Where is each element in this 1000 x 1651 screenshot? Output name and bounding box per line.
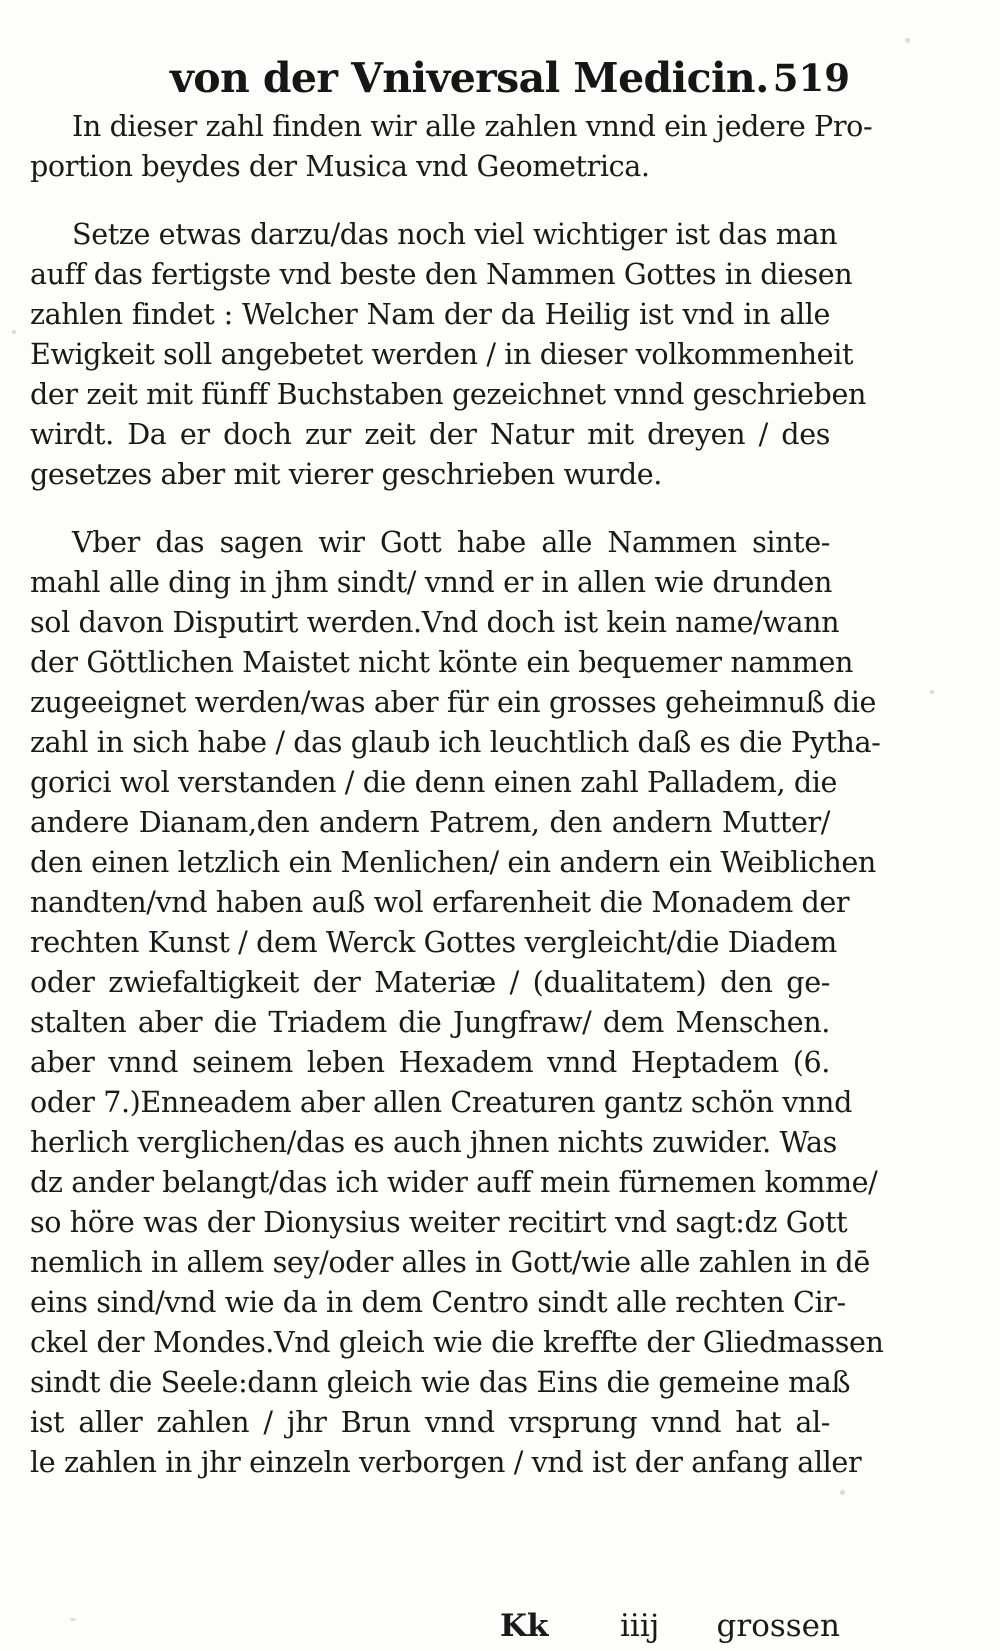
text-line: le zahlen in jhr einzeln verborgen / vnd ist der anfang aller xyxy=(30,1445,862,1479)
text-line: der zeit mit fünff Buchstaben gezeichnet vnnd geschrieben xyxy=(30,377,866,411)
text-line: ist aller zahlen / jhr Brun vnnd vrsprung vnnd hat al- xyxy=(30,1405,830,1439)
text-line: den einen letzlich ein Menlichen/ ein andern ein Weiblichen xyxy=(30,845,876,879)
text-line: wirdt. Da er doch zur zeit der Natur mit dreyen / des xyxy=(30,417,830,451)
ink-speck xyxy=(12,330,16,334)
text-line: In dieser zahl finden wir alle zahlen vnnd ein jedere Pro- xyxy=(72,109,873,143)
signature-mark: Kk xyxy=(500,1608,549,1644)
text-line: stalten aber die Triadem die Jungfraw/ dem Menschen. xyxy=(30,1005,830,1039)
running-title: von der Vniversal Medicin. xyxy=(170,54,769,102)
ink-speck xyxy=(905,38,910,43)
text-line: gorici wol verstanden / die denn einen zahl Palladem, die xyxy=(30,765,838,799)
ink-speck xyxy=(70,1618,76,1621)
paragraph-1 xyxy=(30,106,873,186)
text-line: nemlich in allem sey/oder alles in Gott/wie alle zahlen in dē xyxy=(30,1245,870,1279)
sheet-number: iiij xyxy=(620,1608,660,1644)
ink-speck xyxy=(930,690,934,694)
page-header xyxy=(170,50,850,110)
text-line: mahl alle ding in jhm sindt/ vnnd er in allen wie drunden xyxy=(30,565,833,599)
body-text xyxy=(30,106,884,1510)
text-line: zahlen findet : Welcher Nam der da Heilig ist vnd in alle xyxy=(30,297,830,331)
text-line: nandten/vnd haben auß wol erfarenheit die Monadem der xyxy=(30,885,850,919)
text-line: Ewigkeit soll angebetet werden / in dieser volkommenheit xyxy=(30,337,854,371)
ink-speck xyxy=(840,1490,845,1495)
text-line: gesetzes aber mit vierer geschrieben wurde. xyxy=(30,457,662,491)
text-line: Setze etwas darzu/das noch viel wichtiger ist das man xyxy=(72,217,838,251)
text-line: zahl in sich habe / das glaub ich leuchtlich daß es die Pytha- xyxy=(30,725,881,759)
text-line: ckel der Mondes.Vnd gleich wie die kreffte der Gliedmassen xyxy=(30,1325,884,1359)
text-line: Vber das sagen wir Gott habe alle Nammen sinte- xyxy=(72,525,830,559)
text-line: herlich verglichen/das es auch jhnen nichts zuwider. Was xyxy=(30,1125,837,1159)
page-footer xyxy=(500,1608,840,1648)
text-line: sindt die Seele:dann gleich wie das Eins die gemeine maß xyxy=(30,1365,851,1399)
text-line: der Göttlichen Maistet nicht könte ein bequemer nammen xyxy=(30,645,853,679)
text-line: oder 7.)Enneadem aber allen Creaturen gantz schön vnnd xyxy=(30,1085,852,1119)
text-line: oder zwiefaltigkeit der Materiæ / (dualitatem) den ge- xyxy=(30,965,830,999)
text-line: zugeeignet werden/was aber für ein grosses geheimnuß die xyxy=(30,685,877,719)
text-line: so höre was der Dionysius weiter recitirt vnd sagt:dz Gott xyxy=(30,1205,848,1239)
text-line: dz ander belangt/das ich wider auff mein fürnemen komme/ xyxy=(30,1165,878,1199)
paragraph-3 xyxy=(30,522,884,1482)
catchword: grossen xyxy=(716,1608,840,1644)
text-line: sol davon Disputirt werden.Vnd doch ist kein name/wann xyxy=(30,605,840,639)
text-line: rechten Kunst / dem Werck Gottes vergleicht/die Diadem xyxy=(30,925,837,959)
text-line: auff das fertigste vnd beste den Nammen Gottes in diesen xyxy=(30,257,853,291)
text-line: andere Dianam,den andern Patrem, den andern Mutter/ xyxy=(30,805,830,839)
text-line: portion beydes der Musica vnd Geometrica. xyxy=(30,149,650,183)
paragraph-2 xyxy=(30,214,866,494)
text-line: aber vnnd seinem leben Hexadem vnnd Heptadem (6. xyxy=(30,1045,830,1079)
text-line: eins sind/vnd wie da in dem Centro sindt alle rechten Cir- xyxy=(30,1285,846,1319)
page-number: 519 xyxy=(772,56,850,100)
